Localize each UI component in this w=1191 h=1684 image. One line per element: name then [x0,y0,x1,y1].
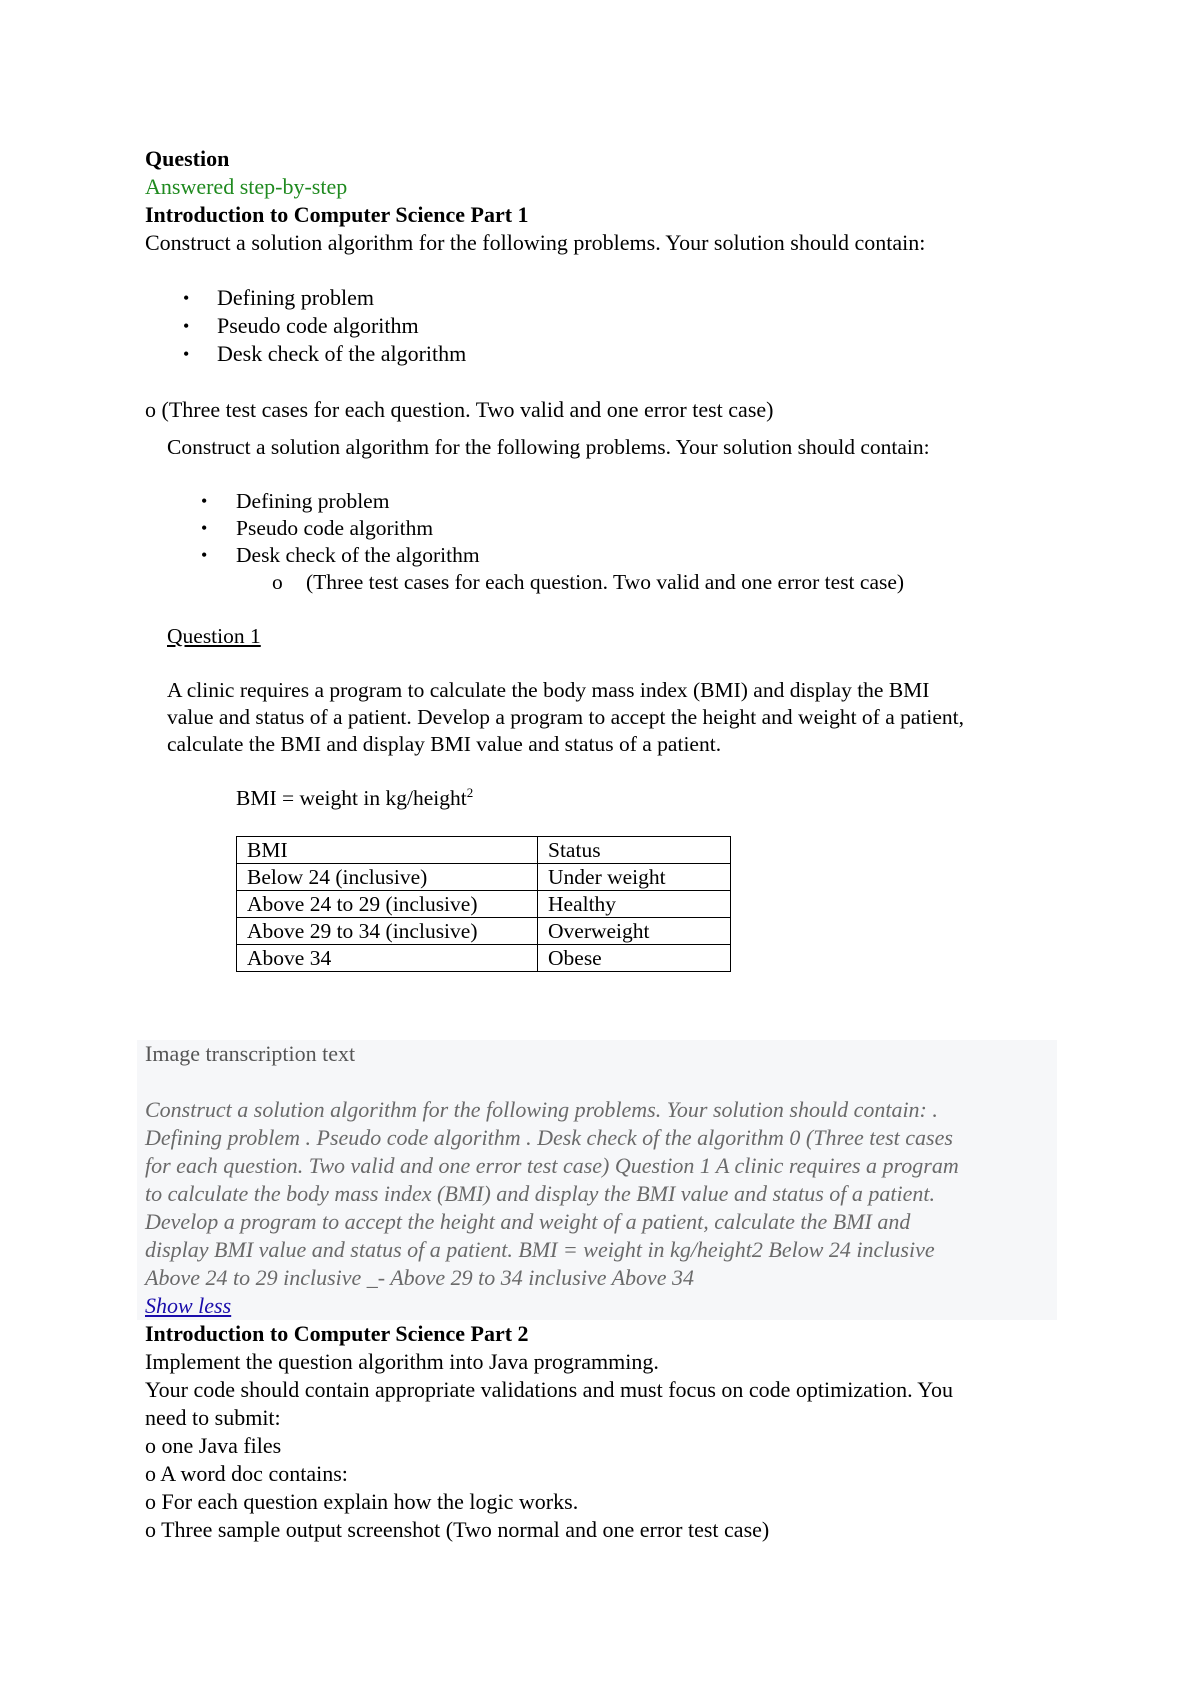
table-row [237,864,731,891]
transcription-label: Image transcription text [145,1041,356,1066]
table-header-cell: BMI [237,837,538,864]
table-cell: Overweight [538,918,731,945]
table-cell: Above 24 to 29 (inclusive) [237,891,538,918]
part1-intro: Construct a solution algorithm for the following problems. Your solution should contain: [145,230,926,255]
show-less-link[interactable]: Show less [145,1293,232,1318]
table-header-row [237,837,731,864]
bullet-icon: • [183,344,190,364]
table-header-cell: Status [538,837,731,864]
bullet-icon: • [201,518,208,538]
part2-line: need to submit: [145,1405,281,1430]
scan-paragraph-line: A clinic requires a program to calculate the body mass index (BMI) and display the BMI [167,678,930,702]
bmi-formula-exponent: 2 [466,784,474,800]
scan-paragraph-line: calculate the BMI and display BMI value and status of a patient. [167,732,722,756]
scan-paragraph-line: value and status of a patient. Develop a program to accept the height and weight of a patient, [167,705,965,729]
part2-line: o Three sample output screenshot (Two normal and one error test case) [145,1517,770,1542]
question-label: Question [145,146,230,171]
bmi-formula [236,784,473,812]
bullet-icon: • [183,316,190,336]
question-1-heading: Question 1 [167,624,261,648]
part1-bullet: Desk check of the algorithm [217,341,467,366]
transcription-line: display BMI value and status of a patient. BMI = weight in kg/height2 Below 24 inclusive [145,1237,935,1262]
sub-bullet-marker: o [272,570,283,594]
table-cell: Under weight [538,864,731,891]
bullet-icon: • [201,545,208,565]
table-cell: Healthy [538,891,731,918]
part1-sub-note: o (Three test cases for each question. Two valid and one error test case) [145,397,774,422]
part1-title: Introduction to Computer Science Part 1 [145,202,529,227]
part1-bullet: Defining problem [217,285,375,310]
transcription-line: Above 24 to 29 inclusive _- Above 29 to 34 inclusive Above 34 [145,1265,695,1290]
transcription-line: for each question. Two valid and one error test case) Question 1 A clinic requires a program [145,1153,959,1178]
scan-bullet: Defining problem [236,489,390,513]
part2-line: o one Java files [145,1433,282,1458]
scan-intro: Construct a solution algorithm for the following problems. Your solution should contain: [167,435,930,459]
answered-label: Answered step-by-step [145,174,348,199]
transcription-line: Construct a solution algorithm for the following problems. Your solution should contain: . [145,1097,938,1122]
bullet-icon: • [201,491,208,511]
transcription-line: to calculate the body mass index (BMI) and display the BMI value and status of a patient. [145,1181,936,1206]
part2-line: o For each question explain how the logic works. [145,1489,579,1514]
part2-line: o A word doc contains: [145,1461,348,1486]
table-row [237,918,731,945]
bmi-formula-text: BMI = weight in kg/height [236,786,467,810]
table-cell: Above 29 to 34 (inclusive) [237,918,538,945]
scan-bullet: Desk check of the algorithm [236,543,480,567]
table-cell: Below 24 (inclusive) [237,864,538,891]
table-row [237,945,731,972]
part1-bullet: Pseudo code algorithm [217,313,419,338]
transcription-line: Develop a program to accept the height and weight of a patient, calculate the BMI and [145,1209,911,1234]
table-cell: Above 34 [237,945,538,972]
scan-bullet: Pseudo code algorithm [236,516,434,540]
table-cell: Obese [538,945,731,972]
part2-line: Implement the question algorithm into Java programming. [145,1349,659,1374]
table-row [237,891,731,918]
scan-sub-note: (Three test cases for each question. Two valid and one error test case) [306,570,905,594]
bmi-status-table [236,836,731,972]
part2-line: Your code should contain appropriate validations and must focus on code optimization. You [145,1377,953,1402]
bullet-icon: • [183,288,190,308]
transcription-line: Defining problem . Pseudo code algorithm . Desk check of the algorithm 0 (Three test cases [145,1125,953,1150]
part2-title: Introduction to Computer Science Part 2 [145,1321,529,1346]
